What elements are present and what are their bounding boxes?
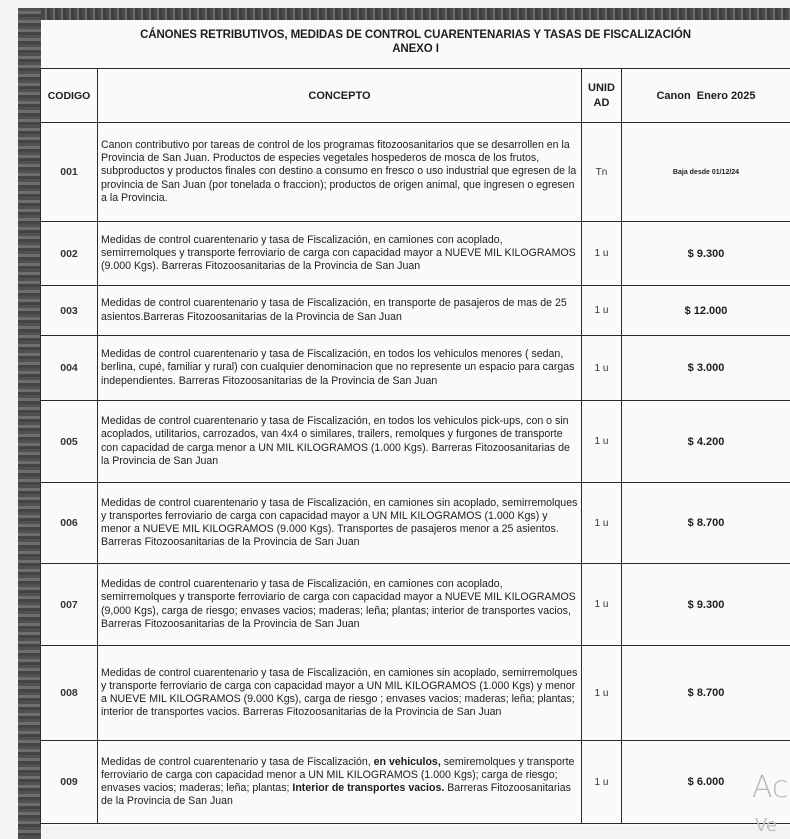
- table-row: [41, 564, 790, 646]
- concepto-text: Barreras Fitozoosanitarias de la Provincia de San Juan: [101, 782, 571, 808]
- row-codigo: 006: [41, 483, 98, 564]
- row-concepto: [98, 741, 582, 824]
- row-codigo: 003: [41, 286, 98, 336]
- row-canon: $ 8.700: [622, 646, 790, 741]
- row-canon: $ 9.300: [622, 564, 790, 646]
- row-codigo: 004: [41, 336, 98, 401]
- row-unidad: 1 u: [582, 286, 622, 336]
- activation-watermark: Ac: [752, 770, 789, 805]
- row-unidad: Tn: [582, 123, 622, 222]
- row-canon: $ 3.000: [622, 336, 790, 401]
- concepto-text: Medidas de control cuarentenario y tasa de Fiscalización,: [101, 755, 374, 768]
- concepto-bold-text: en vehiculos,: [373, 755, 441, 768]
- row-canon: Baja desde 01/12/24: [622, 123, 790, 222]
- row-concepto: Medidas de control cuarentenario y tasa de Fiscalización, en camiones con acoplado, semirremolques y transporte ferroviario de carga con capacidad mayor a NUEVE MIL KILOGRAMOS (9.000 Kgs). Barreras Fitozoosanitarias de la Provincia de San Juan: [98, 222, 582, 286]
- table-header-row: [41, 69, 790, 123]
- title-line-2: ANEXO I: [392, 43, 439, 55]
- row-unidad: 1 u: [582, 741, 622, 824]
- table-row: [41, 286, 790, 336]
- row-concepto: Medidas de control cuarentenario y tasa de Fiscalización, en camiones sin acoplado, semirremolques y transportes ferroviario de carga con capacidad mayor a UN MIL KILOGRAMOS (1.000 Kgs) y menor a NUEVE MIL KILOGRAMOS (9.000 Kgs). Transportes de pasajeros menor a 25 asientos. Barreras Fitozoosanitarias de la Provincia de San Juan: [98, 483, 582, 564]
- row-concepto: Medidas de control cuarentenario y tasa de Fiscalización, en camiones con acoplado, semirremolques y transporte ferroviario de carga con capacidad mayor a NUEVE MIL KILOGRAMOS (9,000 Kgs), carga de riesgo; envases vacios; maderas; leña; plantas; interior de transportes vacios, Barreras Fitozoosanitarias de la Provincia de San Juan: [98, 564, 582, 646]
- row-concepto: Medidas de control cuarentenario y tasa de Fiscalización, en todos los vehiculos pick-ups, con o sin acoplados, utilitarios, carrozados, van 4x4 o similares, trailers, remolques y furgones de transporte con capacidad de carga menor a UN MIL KILOGRAMOS (1.000 Kgs). Barreras Fitozoosanitarias de la Provincia de San Juan: [98, 401, 582, 483]
- row-canon: $ 9.300: [622, 222, 790, 286]
- row-canon: $ 12.000: [622, 286, 790, 336]
- fees-table: [40, 68, 790, 824]
- row-concepto: Medidas de control cuarentenario y tasa de Fiscalización, en camiones sin acoplado, semirremolques y transporte ferroviario de carga con capacidad mayor a UN MIL KILOGRAMOS (1.000 Kgs) y menor a NUEVE MIL KILOGRAMOS (9.000 Kgs), carga de riesgo ; envases vacios; maderas; leña; plantas; interior de transportes vacios. Barreras Fitozoosanitarias de la Provincia de San Juan: [98, 646, 582, 741]
- table-row: [41, 646, 790, 741]
- row-concepto: Medidas de control cuarentenario y tasa de Fiscalización, en todos los vehiculos menores ( sedan, berlina, cupé, familiar y rural) con cualquier denominacion que no represente un espacio para cargas independientes. Barreras Fitozoosanitarias de la Provincia de San Juan: [98, 336, 582, 401]
- table-row: [41, 222, 790, 286]
- document-title: [41, 20, 790, 68]
- scan-edge-top: [18, 8, 790, 20]
- scan-edge-left: [18, 8, 41, 839]
- row-unidad: 1 u: [582, 336, 622, 401]
- table-row: [41, 483, 790, 564]
- row-unidad: 1 u: [582, 564, 622, 646]
- row-canon: $ 6.000: [622, 741, 790, 824]
- row-codigo: 008: [41, 646, 98, 741]
- header-concepto: CONCEPTO: [98, 69, 582, 123]
- row-codigo: 001: [41, 123, 98, 222]
- row-unidad: 1 u: [582, 401, 622, 483]
- row-codigo: 009: [41, 741, 98, 824]
- header-unidad-line2: AD: [593, 96, 610, 109]
- header-canon: Canon Enero 2025: [622, 69, 790, 123]
- header-codigo: CODIGO: [41, 69, 98, 123]
- table-row: [41, 123, 790, 222]
- table-row: [41, 336, 790, 401]
- row-codigo: 002: [41, 222, 98, 286]
- row-codigo: 005: [41, 401, 98, 483]
- row-concepto: Medidas de control cuarentenario y tasa de Fiscalización, en transporte de pasajeros de mas de 25 asientos.Barreras Fitozoosanitarias de la Provincia de San Juan: [98, 286, 582, 336]
- activation-watermark-subtext: Ve: [755, 815, 777, 836]
- row-canon: $ 8.700: [622, 483, 790, 564]
- table-row: [41, 401, 790, 483]
- row-concepto: Canon contributivo por tareas de control de los programas fitozoosanitarios que se desarrollen en la Provincia de San Juan. Productos de especies vegetales hospederos de mosca de los frutos, subproductos y productos finales con destino a consumo en fresco o uso industrial que egresen de la provincia de San Juan (por tonelada o fraccion); productos de origen animal, que ingresen o egresen a la Provincia.: [98, 123, 582, 222]
- header-unidad: [582, 69, 622, 123]
- row-codigo: 007: [41, 564, 98, 646]
- concepto-text: semiremolques y transporte ferroviario de carga con capacidad menor a UN MIL KILOGRAMOS (1.000 Kgs); carga de riesgo; envases vacios; maderas; leña; plantas;: [101, 755, 575, 794]
- row-canon: $ 4.200: [622, 401, 790, 483]
- row-unidad: 1 u: [582, 483, 622, 564]
- row-unidad: 1 u: [582, 222, 622, 286]
- table-row: [41, 741, 790, 824]
- title-line-1: CÁNONES RETRIBUTIVOS, MEDIDAS DE CONTROL CUARENTENARIAS Y TASAS DE FISCALIZACIÓN: [140, 29, 691, 41]
- header-unidad-line1: UNID: [588, 81, 615, 94]
- row-unidad: 1 u: [582, 646, 622, 741]
- concepto-bold-text: Interior de transportes vacios.: [292, 782, 445, 794]
